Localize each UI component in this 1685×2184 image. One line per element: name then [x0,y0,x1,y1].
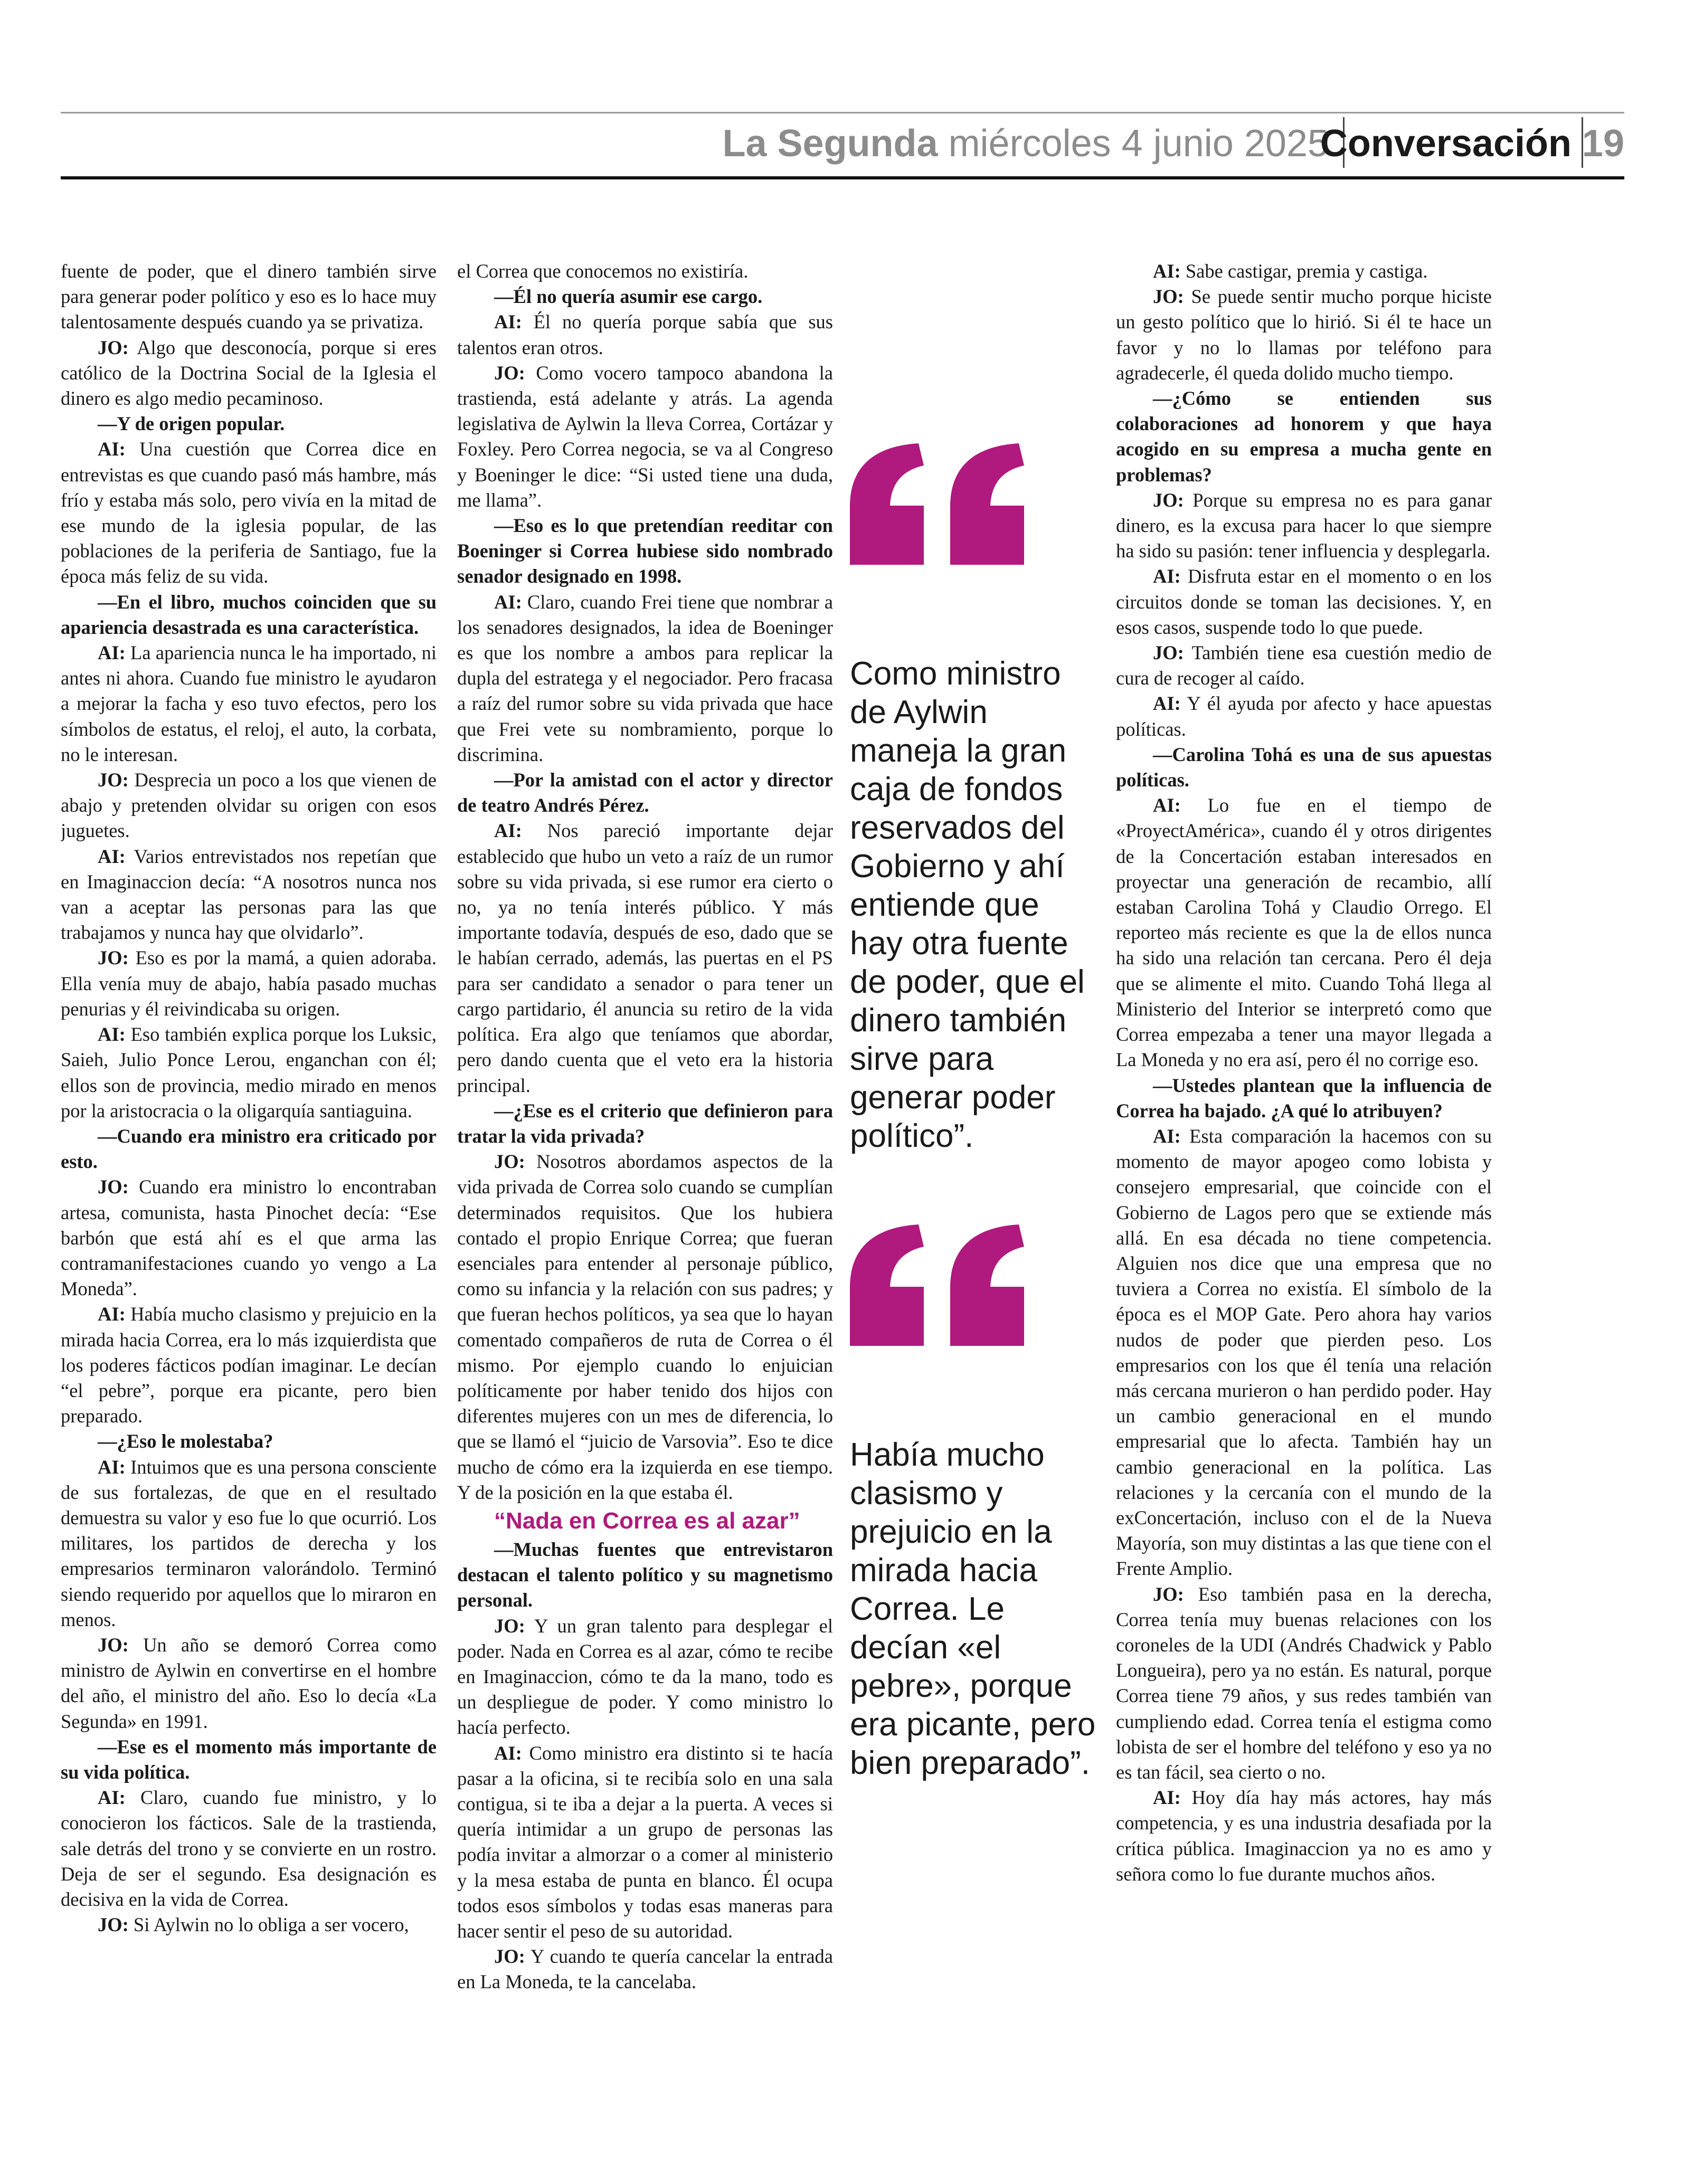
question: —¿Eso le molestaba? [98,1430,273,1452]
page-header [61,117,1624,170]
answer-text: Claro, cuando fue ministro, y lo conocieron los fácticos. Sale de la trastienda, sale detrás del trono y se convierte en un rostro. Deja de ser el segundo. Esa designación es decisiva en la vida de Correa. [61,1787,437,1910]
answer-text: Hoy día hay más actores, hay más competencia, y es una industria desafiada por la crítica pública. Imaginaccion ya no es amo y señora como lo fue durante muchos años. [1116,1787,1492,1885]
section-subhead: “Nada en Correa es al azar” [494,1507,800,1534]
paragraph [457,1741,833,1944]
speaker-label: AI: [98,1303,126,1325]
question: —Muchas fuentes que entrevistaron destacan el talento político y su magnetismo personal. [457,1538,833,1611]
paragraph [1116,488,1492,564]
speaker-label: AI: [1153,1125,1181,1147]
answer-text: Sabe castigar, premia y castiga. [1180,260,1428,282]
answer-text: Eso también explica porque los Luksic, Saieh, Julio Ponce Lerou, enganchan con él; ellos son de provincia, medio mirado en menos por la aristocracia o la oligarquía santiaguina. [61,1023,437,1122]
speaker-label: AI: [494,591,522,613]
answer-text: Había mucho clasismo y prejuicio en la mirada hacia Correa, era lo más izquierdista que los poderes fácticos podían imaginar. Le decían “el pebre”, porque era picante, pero bien preparado. [61,1303,437,1427]
answer-text: Algo que desconocía, porque si eres católico de la Doctrina Social de la Iglesia el dinero es algo medio pecaminoso. [61,336,437,410]
paragraph [61,767,437,844]
question: —¿Ese es el criterio que definieron para tratar la vida privada? [457,1099,833,1147]
paragraph [61,844,437,946]
paragraph [61,436,437,589]
paragraph [1116,1124,1492,1582]
speaker-label: JO: [98,947,129,969]
speaker-label: AI: [98,1787,126,1809]
answer-text: Un año se demoró Correa como ministro de Aylwin en convertirse en el hombre del año, el ministro del año. Eso lo decía «La Segunda» en 1991. [61,1634,437,1732]
question: —Ese es el momento más importante de su vida política. [61,1735,437,1783]
question: —Y de origen popular. [98,413,285,435]
pull-quote-text: Como ministro de Aylwin maneja la gran caja de fondos reservados del Gobierno y ahí entiende que hay otra fuente de poder, que el dinero también sirve para generar poder político”. [850,656,1085,1154]
speaker-label: AI: [1153,260,1181,282]
paragraph [1116,284,1492,386]
question: —Él no quería asumir ese cargo. [494,286,763,308]
paragraph [457,1149,833,1505]
speaker-label: AI: [98,1456,126,1478]
paragraph [61,1785,437,1912]
speaker-label: JO: [494,362,525,384]
paragraph [1116,1785,1492,1887]
answer-text: Nosotros abordamos aspectos de la vida privada de Correa solo cuando se cumplían determinados requisitos. Que los hubiera contado el propio Enrique Correa; que fueran esenciales para entender al personaje público, como su infancia y la relación con sus padres; y que fueran hechos políticos, ya sea que lo hayan comentado compañeros de ruta de Correa o él mismo. Por ejemplo cuando lo enjuician políticamente por haber tenido dos hijos con diferentes mujeres con un mes de diferencia, lo que se llamó el “juicio de Varsovia”. Eso te dice mucho de cómo era la izquierda en ese tiempo. Y de la posición en la que estaba él. [457,1151,833,1503]
question: —Eso es lo que pretendían reeditar con Boeninger si Correa hubiese sido nombrado senador designado en 1998. [457,515,833,587]
answer-text: Eso es por la mamá, a quien adoraba. Ella venía muy de abajo, había pasado muchas penurias y él reivindicaba su origen. [61,947,437,1020]
article-column-4 [1116,259,1492,2169]
speaker-label: JO: [494,1945,525,1968]
speaker-label: AI: [1153,794,1181,816]
paragraph [457,1613,833,1741]
brand-name: La Segunda [722,122,938,165]
paragraph [61,640,437,767]
paragraph [457,309,833,360]
header-brand [723,117,1329,170]
speaker-label: AI: [1153,1787,1181,1809]
paragraph [457,818,833,1098]
speaker-label: JO: [494,1615,525,1637]
question: —Carolina Tohá es una de sus apuestas políticas. [1116,743,1492,791]
question: —¿Cómo se entienden sus colaboraciones ad honorem y que haya acogido en su empresa a mucha gente en problemas? [1116,387,1492,486]
speaker-label: JO: [98,1914,129,1936]
paragraph [61,945,437,1022]
quote-mark-icon [850,1224,1098,1346]
paragraph [61,1912,437,1938]
header-date: miércoles 4 junio 2025 [948,122,1329,165]
pull-quote-text: Había mucho clasismo y prejuicio en la mirada hacia Correa. Le decían «el pebre», porque era picante, pero bien preparado”. [850,1437,1096,1781]
answer-text: Claro, cuando Frei tiene que nombrar a los senadores designados, la idea de Boeninger es que los nombre a ambos para replicar la dupla del estratega y el negociador. Pero fracasa a raíz del rumor sobre su vida privada que hace que Frei vete su nombramiento, porque lo discrimina. [457,591,833,765]
header-bottom-rule [61,176,1624,179]
question: —Por la amistad con el actor y director de teatro Andrés Pérez. [457,769,833,816]
pull-quote-1 [850,443,1098,1155]
paragraph: el Correa que conocemos no existiría. [457,260,749,282]
speaker-label: AI: [98,438,126,460]
speaker-label: AI: [494,1742,522,1764]
answer-text: Y cuando te quería cancelar la entrada en La Moneda, te la cancelaba. [457,1945,833,1993]
speaker-label: AI: [98,845,126,867]
answer-text: Como ministro era distinto si te hacía pasar a la oficina, si te recibía solo en una sala contigua, si te iba a dejar a la puerta. A veces si quería intimidar a un grupo de personas las podía invitar a almorzar o a comer al ministerio y la mesa estaba de punta en blanco. Él ocupa todos esos símbolos y todas esas maneras para hacer sentir el peso de su autoridad. [457,1742,833,1942]
speaker-label: JO: [1153,642,1184,664]
paragraph [1116,1582,1492,1786]
paragraph [1116,564,1492,640]
answer-text: Desprecia un poco a los que vienen de abajo y pretenden olvidar su origen con esos juguetes. [61,769,437,842]
speaker-label: JO: [494,1151,525,1173]
speaker-label: JO: [98,769,129,791]
paragraph [61,1174,437,1302]
speaker-label: AI: [494,820,522,842]
paragraph: fuente de poder, que el dinero también sirve para generar poder político y eso es lo hace muy talentosamente después cuando ya se privatiza. [61,260,437,333]
answer-text: Lo fue en el tiempo de «ProyectAmérica», cuando él y otros dirigentes de la Concertación estaban interesados en proyectar una generación de recambio, allí estaban Carolina Tohá y Claudio Orrego. El reporteo más reciente es que la de ellos nunca ha sido una relación tan cercana. Pero él deja que se alimente el mito. Cuando Tohá llega al Ministerio del Interior se interpretó como que Correa empezaba a tener una mayor llegada a La Moneda y no era así, pero él no corrige eso. [1116,794,1492,1071]
speaker-label: JO: [98,1176,129,1198]
answer-text: Varios entrevistados nos repetían que en Imaginaccion decía: “A nosotros nunca nos van a aceptar las personas para las que trabajamos y nunca hay que olvidarlo”. [61,845,437,944]
answer-text: Porque su empresa no es para ganar dinero, es la excusa para hacer lo que siempre ha sido su pasión: tener influencia y desplegarla. [1116,489,1492,562]
pull-quote-2 [850,1224,1098,1782]
article-column-2 [457,259,833,2169]
answer-text: Una cuestión que Correa dice en entrevistas es que cuando pasó más hambre, más frío y estaba más solo, pero vivía en la mitad de ese mundo de la iglesia popular, de las poblaciones de la periferia de Santiago, fue la época más feliz de su vida. [61,438,437,587]
header-top-rule [61,112,1624,113]
paragraph [61,335,437,412]
paragraph [1116,691,1492,742]
question: —Ustedes plantean que la influencia de Correa ha bajado. ¿A qué lo atribuyen? [1116,1074,1492,1122]
answer-text: También tiene esa cuestión medio de cura de recoger al caído. [1116,642,1492,689]
page-number: 19 [1582,122,1624,165]
paragraph [61,1022,437,1124]
speaker-label: JO: [1153,1583,1184,1605]
answer-text: Se puede sentir mucho porque hiciste un gesto político que lo hirió. Si él te hace un favor y no lo llamas por teléfono para agradecerle, él queda dolido mucho tiempo. [1116,286,1492,384]
paragraph [61,1632,437,1734]
answer-text: Si Aylwin no lo obliga a ser vocero, [128,1914,409,1936]
paragraph [1116,793,1492,1072]
answer-text: Eso también pasa en la derecha, Correa tenía muy buenas relaciones con los coroneles de la UDI (Andrés Chadwick y Pablo Longueira), pero ya no están. Es natural, porque Correa tiene 79 años, y sus redes también van cumpliendo edad. Correa tenía el estigma como lobista de ser el hombre del teléfono y eso ya no es tan fácil, sea cierto o no. [1116,1583,1492,1783]
speaker-label: JO: [1153,489,1184,511]
speaker-label: AI: [494,311,522,333]
answer-text: Intuimos que es una persona consciente de sus fortalezas, de que en el resultado demuestra su valor y eso fue lo que ocurrió. Los militares, los partidos de derecha y los empresarios terminaron valorándolo. Terminó siendo requerido por aquellos que lo miraron en menos. [61,1456,437,1630]
question: —Cuando era ministro era criticado por esto. [61,1125,437,1173]
speaker-label: AI: [1153,565,1181,587]
speaker-label: AI: [98,1023,126,1046]
answer-text: Y un gran talento para desplegar el poder. Nada en Correa es al azar, cómo te recibe en Imaginaccion, cómo te da la mano, todo es un despliegue de poder. Y como ministro lo hacía perfecto. [457,1615,833,1739]
question: —En el libro, muchos coinciden que su apariencia desastrada es una característica. [61,591,437,638]
paragraph [457,1944,833,1995]
quote-mark-icon [850,443,1098,565]
answer-text: Disfruta estar en el momento o en los circuitos donde se toman las decisiones. Y, en esos casos, suspende todo lo que puede. [1116,565,1492,638]
paragraph [61,1455,437,1632]
answer-text: Él no quería porque sabía que sus talentos eran otros. [457,311,833,358]
answer-text: Esta comparación la hacemos con su momento de mayor apogeo como lobista y consejero empresarial, que coincide con el Gobierno de Lagos pero que se extiende más allá. En esa década no tiene competencia. Alguien nos dice que una empresa que no tuviera a Correa no existía. El símbolo de la época es el MOP Gate. Pero ahora hay varios nudos de poder que pierden peso. Los empresarios con los que él tenía una relación más cercana murieron o han perdido poder. Hay un cambio generacional en el mundo empresarial que lo afecta. También hay un cambio generacional en la política. Las relaciones y la cercanía con el mundo de la exConcertación, incluso con el de la Nueva Mayoría, son muy distintas a las que tiene con el Frente Amplio. [1116,1125,1492,1580]
section-name: Conversación [1320,122,1572,165]
paragraph [457,360,833,513]
answer-text: Nos pareció importante dejar establecido que hubo un veto a raíz de un rumor sobre su vida privada, si ese rumor era cierto o no, ya no tenía interés público. Y más importante todavía, después de eso, dado que se le habían cerrado, además, las puertas en el PS para ser candidato a senador o para tener un cargo partidario, él anuncia su retiro de la vida política. Era algo que teníamos que abordar, pero dando cuenta que el veto era la historia principal. [457,820,833,1096]
speaker-label: JO: [98,336,129,358]
answer-text: Cuando era ministro lo encontraban artesa, comunista, hasta Pinochet decía: “Ese barbón que está ahí es el que arma las contramanifestaciones cuando yo vengo a La Moneda”. [61,1176,437,1300]
article-column-1 [61,259,437,2169]
paragraph [457,590,833,767]
answer-text: Como vocero tampoco abandona la trastienda, está adelante y atrás. La agenda legislativa de Aylwin la lleva Correa, Cortázar y Foxley. Pero Correa negocia, se va al Congreso y Boeninger le dice: “Si usted tiene una duda, me llama”. [457,362,833,511]
speaker-label: JO: [1153,286,1184,308]
paragraph [1116,640,1492,691]
speaker-label: AI: [98,642,126,664]
paragraph [1116,259,1492,284]
speaker-label: AI: [1153,692,1181,715]
speaker-label: JO: [98,1634,129,1656]
paragraph [61,1302,437,1429]
answer-text: Y él ayuda por afecto y hace apuestas políticas. [1116,692,1492,740]
answer-text: La apariencia nunca le ha importado, ni antes ni ahora. Cuando fue ministro le ayudaron a mejorar la facha y eso tuvo efectos, pero los símbolos de estatus, el reloj, el auto, la corbata, no le interesan. [61,642,437,765]
